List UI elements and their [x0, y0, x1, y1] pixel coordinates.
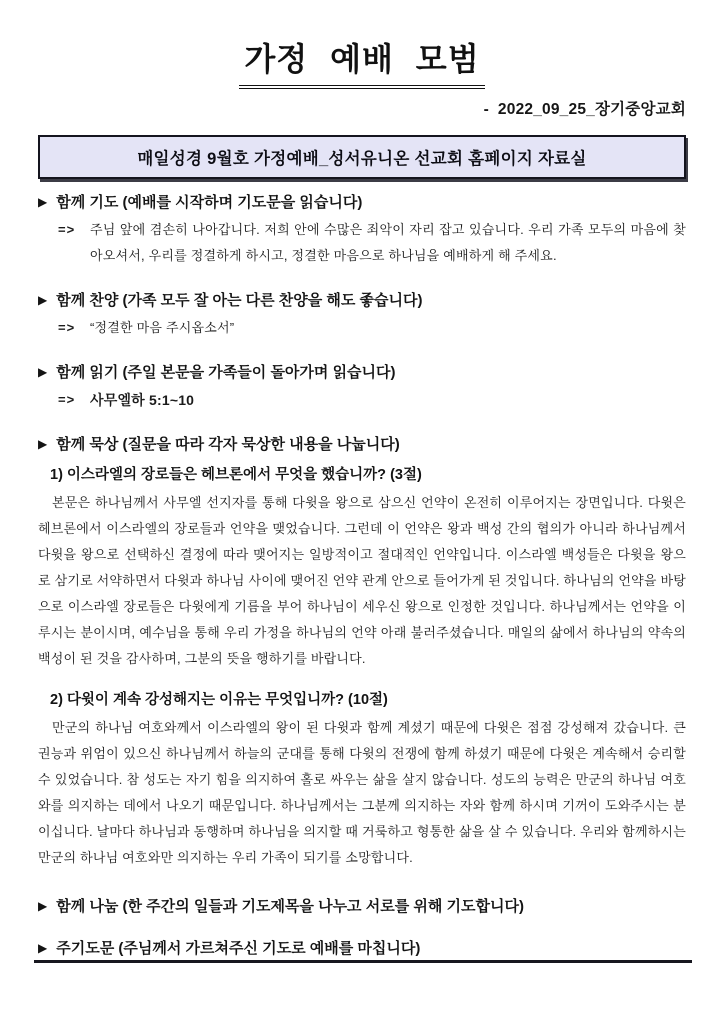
section-lords-prayer-heading	[38, 937, 686, 961]
section-sharing-heading	[38, 895, 686, 919]
arrow-marker: =>	[58, 392, 76, 407]
meditation-question-1: 1) 이스라엘의 장로들은 헤브론에서 무엇을 했습니까? (3절)	[50, 467, 422, 483]
triangle-bullet-icon: ▶	[38, 941, 48, 955]
meditation-question-2: 2) 다윗이 계속 강성해지는 이유는 무엇입니까? (10절)	[50, 692, 388, 708]
arrow-marker: =>	[58, 222, 76, 237]
section-praise-heading	[38, 289, 686, 313]
banner-text: 매일성경 9월호 가정예배_성서유니온 선교회 홈페이지 자료실	[137, 150, 587, 168]
section-meditation-heading	[38, 433, 686, 457]
section-reading-heading	[38, 361, 686, 385]
section-reading-heading-text: 함께 읽기 (주일 본문을 가족들이 돌아가며 읽습니다)	[56, 364, 396, 381]
reading-response-text: 사무엘하 5:1~10	[90, 392, 195, 408]
praise-response-text: “정결한 마음 주시옵소서”	[90, 320, 235, 335]
triangle-bullet-icon: ▶	[38, 195, 48, 209]
meditation-answer-1: 본문은 하나님께서 사무엘 선지자를 통해 다윗을 왕으로 삼으신 언약이 온전히 이루어지는 장면입니다. 다윗은 헤브론에서 이스라엘의 장로들과 언약을 맺었습니다. 그런데 이 언약은 왕과 백성 간의 협의가 아니라 하나님께서 다윗을 왕으로 선택하신 결정에 따라 맺어지는 일방적이고 절대적인 언약입니다. 이스라엘 백성들은 다윗을 왕으로 삼기로 서약하면서 다윗과 하나님 사이에 맺어진 언약 관계 안으로 들어가게 된 것입니다. 하나님의 언약을 바탕으로 이스라엘 장로들은 다윗에게 기름을 부어 하나님이 세우신 왕으로 인정한 것입니다. 하나님께서는 언약을 이루시는 분이시며, 예수님을 통해 우리 가정을 하나님의 언약 아래 불러주셨습니다. 매일의 삶에서 하나님의 약속의 백성이 된 것을 감사하며, 그분의 뜻을 행하기를 바랍니다.	[38, 495, 686, 666]
section-prayer-heading-text: 함께 기도 (예배를 시작하며 기도문을 읽습니다)	[56, 194, 363, 211]
date-line: - 2022_09_25_장기중앙교회	[483, 101, 686, 118]
page-bottom-rule	[34, 960, 692, 963]
section-meditation-heading-text: 함께 묵상 (질문을 따라 각자 묵상한 내용을 나눕니다)	[56, 436, 400, 453]
triangle-bullet-icon: ▶	[38, 437, 48, 451]
praise-response-line	[38, 315, 686, 341]
section-sharing-heading-text: 함께 나눔 (한 주간의 일들과 기도제목을 나누고 서로를 위해 기도합니다)	[56, 898, 524, 915]
section-prayer-heading	[38, 191, 686, 215]
section-praise-heading-text: 함께 찬양 (가족 모두 잘 아는 다른 찬양을 해도 좋습니다)	[56, 292, 423, 309]
prayer-response-line	[38, 217, 686, 269]
banner-box	[38, 135, 686, 179]
section-lords-prayer-heading-text: 주기도문 (주님께서 가르쳐주신 기도로 예배를 마칩니다)	[56, 940, 421, 957]
reading-response-line	[38, 387, 686, 413]
title-row	[38, 34, 686, 89]
prayer-response-text: 주님 앞에 겸손히 나아갑니다. 저희 안에 수많은 죄악이 자리 잡고 있습니다. 우리 가족 모두의 마음에 찾아오셔서, 우리를 정결하게 하시고, 정결한 마음으로 하나님을 예배하게 해 주세요.	[90, 222, 686, 263]
page-title: 가정 예배 모범	[239, 34, 484, 89]
triangle-bullet-icon: ▶	[38, 365, 48, 379]
arrow-marker: =>	[58, 320, 76, 335]
meditation-answer-2: 만군의 하나님 여호와께서 이스라엘의 왕이 된 다윗과 함께 계셨기 때문에 다윗은 점점 강성해져 갔습니다. 큰 권능과 위엄이 있으신 하나님께서 하늘의 군대를 통해 다윗의 전쟁에 함께 하셨기 때문에 다윗은 계속해서 승리할 수 있었습니다. 참 성도는 자기 힘을 의지하여 홀로 싸우는 삶을 살지 않습니다. 성도의 능력은 만군의 하나님 여호와를 의지하는 데에서 나오기 때문입니다. 하나님께서는 그분께 의지하는 자와 함께 하시며 기꺼이 도와주시는 분이십니다. 날마다 하나님과 동행하며 하나님을 의지할 때 거룩하고 형통한 삶을 살 수 있습니다. 우리와 함께하시는 만군의 하나님 여호와만 의지하는 우리 가족이 되기를 소망합니다.	[38, 720, 686, 865]
triangle-bullet-icon: ▶	[38, 293, 48, 307]
triangle-bullet-icon: ▶	[38, 899, 48, 913]
